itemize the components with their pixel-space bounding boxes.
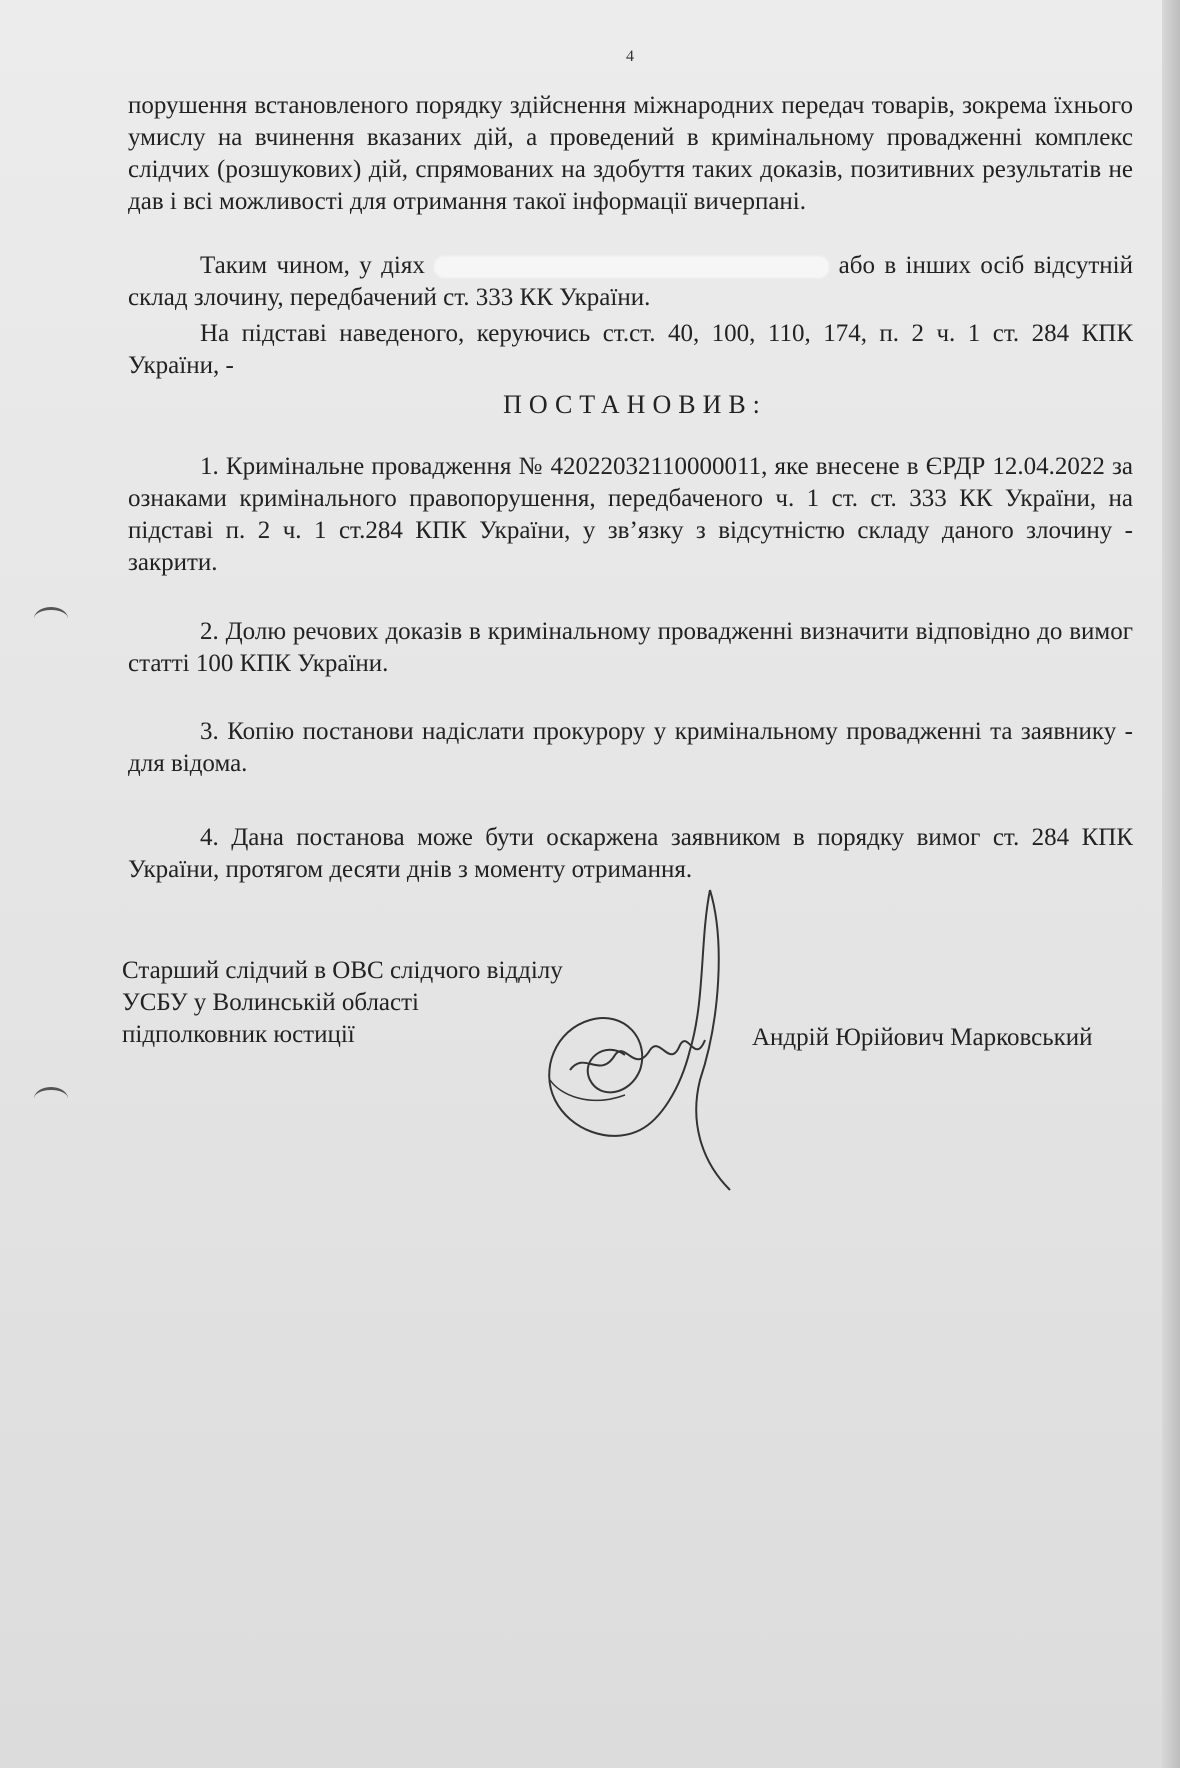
paragraph-conclusion-end: або в інших осіб відсутній склад злочину, передбачений ст. 333 КК України. — [128, 252, 1133, 311]
signer-position — [122, 955, 563, 1051]
paragraph-evidence: порушення встановленого порядку здійснення міжнародних передач товарів, зокрема їхнього умислу на вчинення вказаних дій, а проведений в кримінальному провадженні комплекс слідчих (розшукових) дій, спрямованих на здобуття таких доказів, позитивних результатів не дав і всі можливості для отримання такої інформації вичерпані. — [128, 92, 1133, 215]
signer-position-line-2: УСБУ у Волинській області — [122, 989, 419, 1016]
signer-position-line-3: підполковник юстиції — [122, 1021, 355, 1048]
resolution-item-3: 3. Копію постанови надіслати прокурору у кримінальному провадженні та заявнику - для відома. — [128, 718, 1133, 777]
paragraph-conclusion — [128, 250, 1133, 314]
punch-hole-mark — [34, 607, 68, 630]
redacted-names — [434, 256, 829, 278]
punch-hole-mark — [34, 1087, 68, 1110]
resolution-item-4: 4. Дана постанова може бути оскаржена заявником в порядку вимог ст. 284 КПК України, протягом десяти днів з моменту отримання. — [128, 824, 1133, 883]
handwritten-signature — [530, 880, 760, 1200]
page-number: 4 — [626, 48, 634, 65]
page-edge-shadow — [1162, 0, 1180, 1768]
resolution-item-2: 2. Долю речових доказів в кримінальному провадженні визначити відповідно до вимог статті 100 КПК України. — [128, 618, 1133, 677]
resolution-heading: ПОСТАНОВИВ: — [503, 390, 767, 419]
signer-position-line-1: Старший слідчий в ОВС слідчого відділу — [122, 957, 563, 984]
signer-name: Андрій Юрійович Марковський — [752, 1024, 1093, 1051]
resolution-item-1: 1. Кримінальне провадження № 42022032110000011, яке внесене в ЄРДР 12.04.2022 за ознаками кримінального правопорушення, передбаченого ч. 1 ст. ст. 333 КК України, на підставі п. 2 ч. 1 ст.284 КПК України, у зв’язку з відсутністю складу даного злочину - закрити. — [128, 453, 1133, 576]
paragraph-legal-basis: На підставі наведеного, керуючись ст.ст. 40, 100, 110, 174, п. 2 ч. 1 ст. 284 КПК України, - — [128, 320, 1133, 379]
paragraph-conclusion-start: Таким чином, у діях — [200, 252, 425, 279]
